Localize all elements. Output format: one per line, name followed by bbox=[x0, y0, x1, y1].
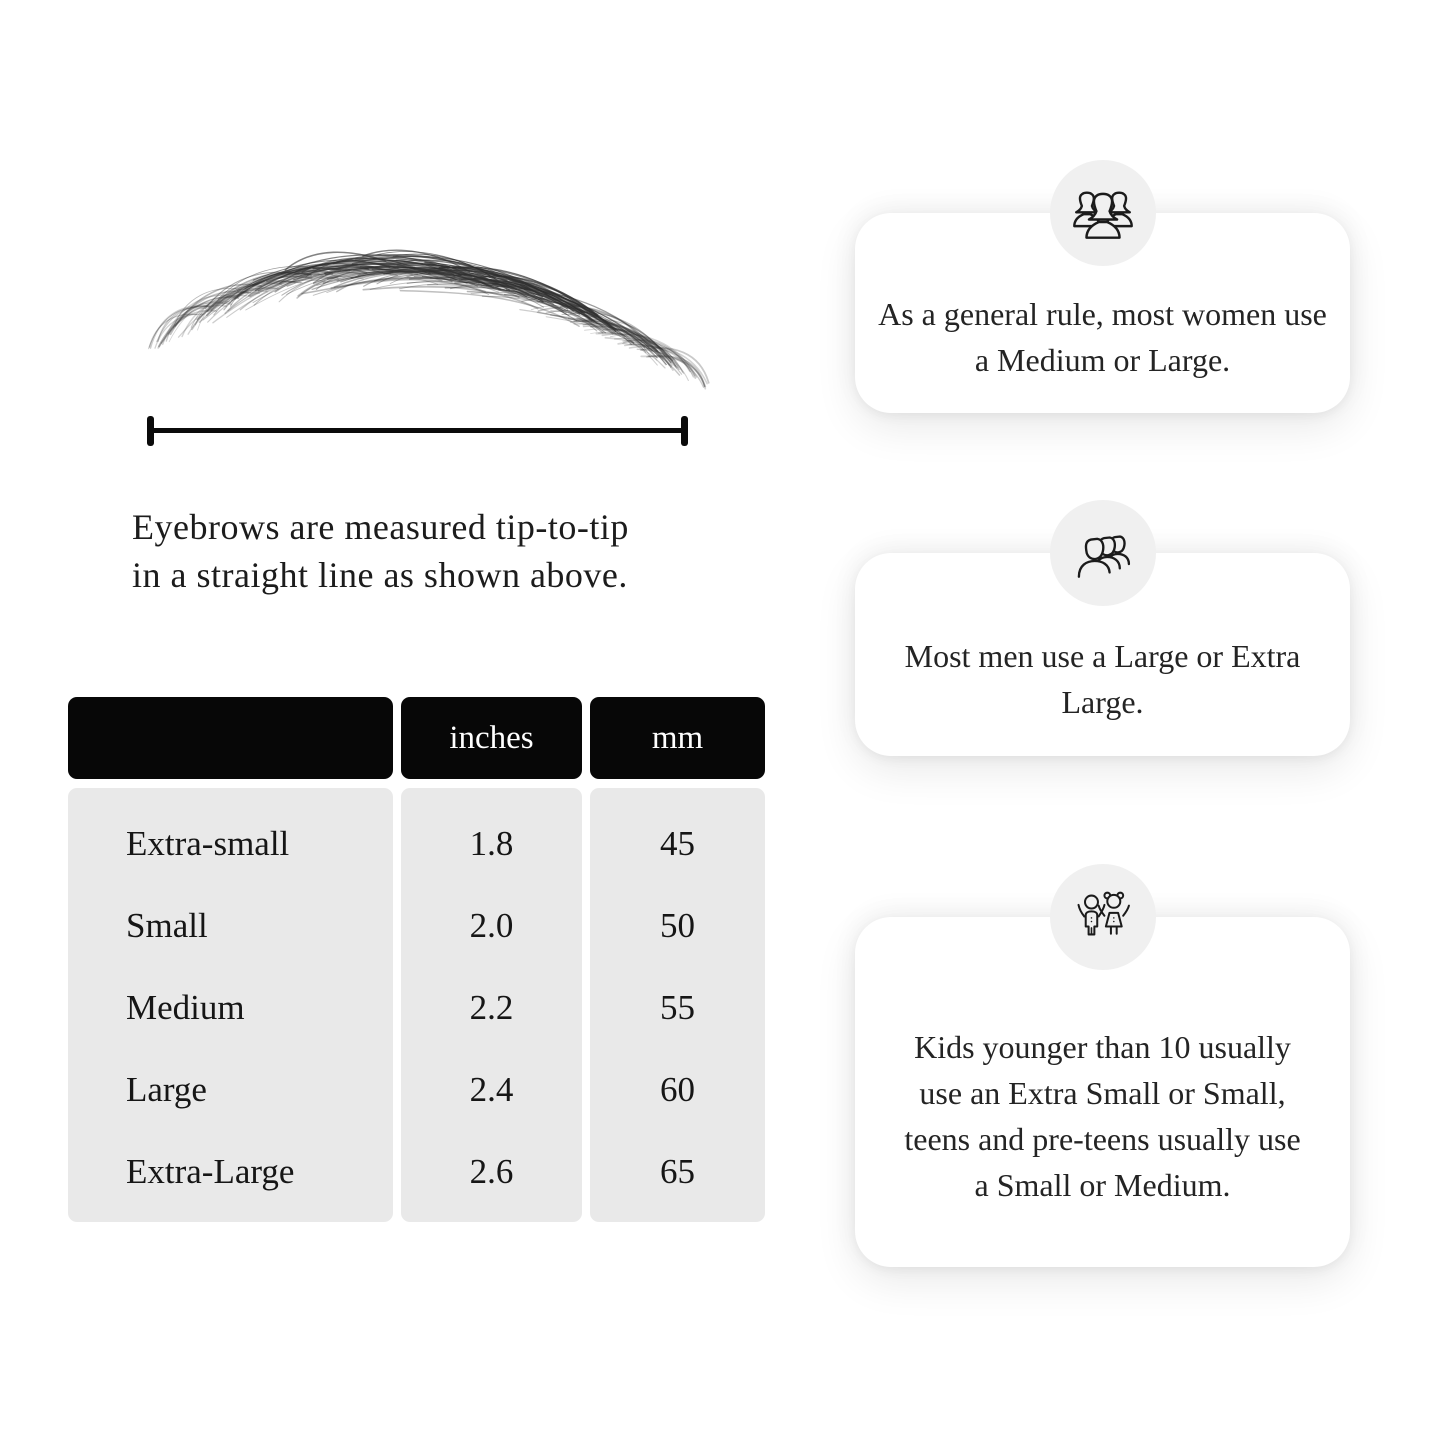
measurement-line bbox=[147, 416, 688, 446]
mm-value-cell: 55 bbox=[660, 988, 695, 1027]
size-label-cell: Medium bbox=[126, 988, 245, 1027]
size-label-cell: Extra-small bbox=[126, 824, 290, 863]
card-text: Kids younger than 10 usually use an Extra Small or Small, teens and pre-teens usually use a Small or Medium. bbox=[904, 1029, 1301, 1203]
inches-value-cell: 2.2 bbox=[469, 988, 514, 1027]
mm-value-cell: 50 bbox=[660, 906, 695, 945]
table-row bbox=[68, 885, 765, 967]
inches-value-cell: 2.6 bbox=[469, 1152, 514, 1191]
table-row bbox=[68, 1131, 765, 1213]
size-table-rows bbox=[68, 788, 765, 1213]
measurement-caption-line1: Eyebrows are measured tip-to-tip bbox=[132, 507, 629, 547]
info-card-women bbox=[855, 213, 1350, 413]
measurement-line-right-cap bbox=[681, 416, 688, 446]
measurement-line-bar bbox=[147, 428, 688, 433]
measurement-caption-line2: in a straight line as shown above. bbox=[132, 555, 628, 595]
table-row bbox=[68, 967, 765, 1049]
size-label-cell: Extra-Large bbox=[126, 1152, 295, 1191]
inches-value-cell: 2.0 bbox=[469, 906, 514, 945]
inches-value-cell: 1.8 bbox=[469, 824, 514, 863]
mm-value-cell: 65 bbox=[660, 1152, 695, 1191]
size-table-header bbox=[68, 697, 765, 779]
card-text: As a general rule, most women use a Medium or Large. bbox=[878, 296, 1327, 378]
size-label-cell: Small bbox=[126, 906, 208, 945]
size-label-cell: Large bbox=[126, 1070, 207, 1109]
measurement-caption bbox=[132, 503, 629, 599]
table-row bbox=[68, 1049, 765, 1131]
header-cell-name bbox=[68, 697, 393, 779]
card-text: Most men use a Large or Extra Large. bbox=[904, 637, 1301, 720]
icon-badge bbox=[1050, 864, 1156, 970]
kids-icon bbox=[1067, 879, 1139, 956]
men-group-icon bbox=[1068, 516, 1138, 591]
inches-value-cell: 2.4 bbox=[469, 1070, 514, 1109]
mm-value-cell: 45 bbox=[660, 824, 695, 863]
icon-badge bbox=[1050, 500, 1156, 606]
header-cell-mm: mm bbox=[590, 697, 765, 779]
table-row bbox=[68, 803, 765, 885]
info-card-men bbox=[855, 553, 1350, 756]
women-group-icon bbox=[1068, 176, 1138, 251]
info-card-kids bbox=[855, 917, 1350, 1267]
mm-value-cell: 60 bbox=[660, 1070, 695, 1109]
size-table-body bbox=[68, 788, 765, 1222]
eyebrow-illustration bbox=[100, 230, 720, 415]
icon-badge bbox=[1050, 160, 1156, 266]
header-cell-inches: inches bbox=[401, 697, 582, 779]
size-table bbox=[68, 697, 765, 1222]
